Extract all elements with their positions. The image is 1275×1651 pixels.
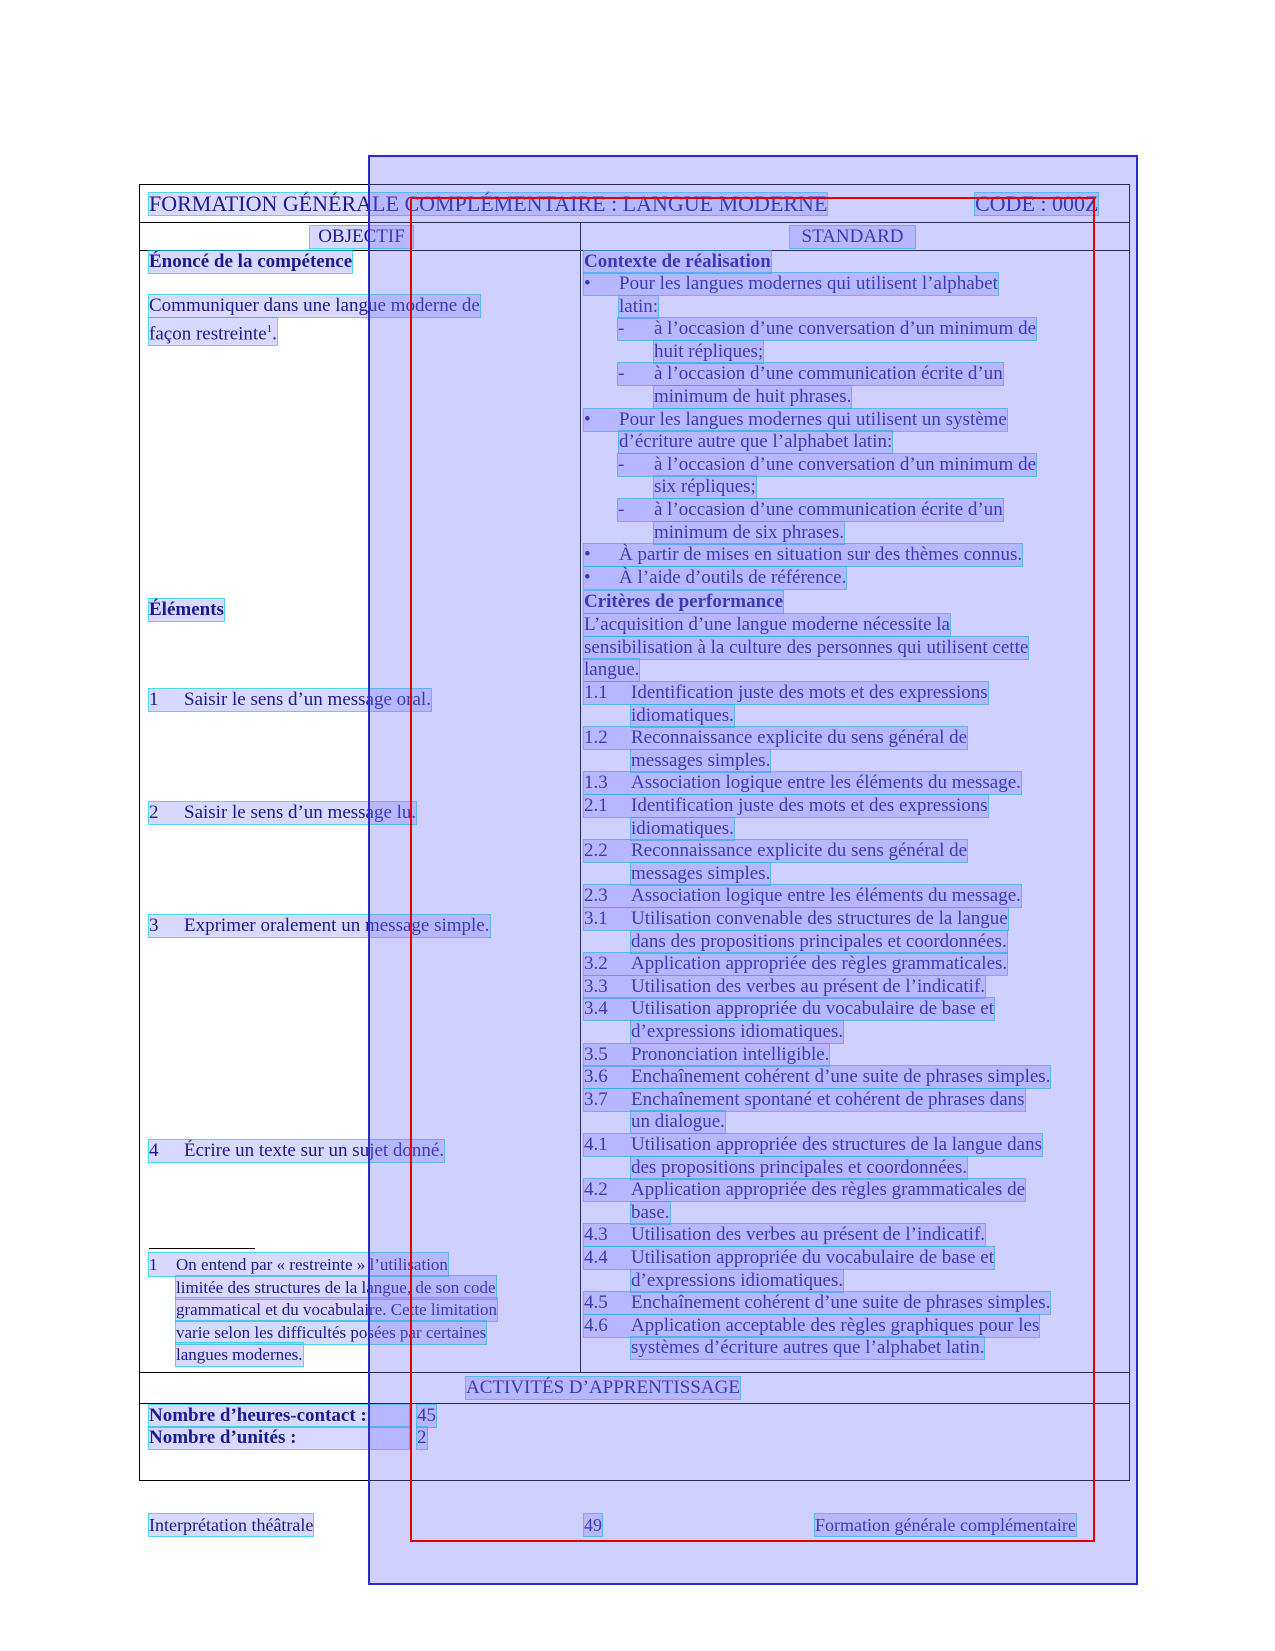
criterion-text: Reconnaissance explicite du sens général de <box>631 727 968 749</box>
units-label: Nombre d’unités : <box>149 1427 409 1449</box>
element-item <box>149 915 490 937</box>
criterion-number: 1.1 <box>584 682 608 703</box>
context-text: à l’occasion d’une communication écrite d’un <box>654 363 1003 385</box>
footnote-text: varie selon les difficultés posées par certaines <box>176 1322 487 1342</box>
page-title: FORMATION GÉNÉRALE COMPLÉMENTAIRE : LANGUE MODERNE <box>149 191 828 216</box>
element-text: Exprimer oralement un message simple. <box>184 915 490 936</box>
competence-heading: Énoncé de la compétence <box>149 251 353 272</box>
element-number: 2 <box>149 802 159 823</box>
competence-line-1: Communiquer dans une langue moderne de <box>149 295 480 316</box>
context-bullet-line <box>584 273 998 295</box>
criterion-line <box>631 1021 843 1043</box>
criterion-line <box>584 1292 1050 1314</box>
criterion-number: 1.2 <box>584 727 608 749</box>
context-text: minimum de huit phrases. <box>654 386 852 407</box>
element-text: Saisir le sens d’un message oral. <box>184 689 431 710</box>
footnote-text: On entend par « restreinte » l’utilisation <box>176 1255 448 1274</box>
column-separator <box>580 222 581 1372</box>
criterion-number: 2.1 <box>584 795 608 816</box>
criterion-line <box>584 682 988 704</box>
context-dash-line <box>654 476 756 498</box>
criterion-line <box>631 863 770 885</box>
criterion-text: dans des propositions principales et coordonnées. <box>631 930 1007 952</box>
criterion-line <box>631 1202 670 1224</box>
footer-left: Interprétation théâtrale <box>149 1515 314 1535</box>
hours-value: 45 <box>417 1405 436 1426</box>
dash-icon: - <box>618 318 625 340</box>
criterion-line <box>631 931 1007 953</box>
criterion-line <box>631 1111 725 1133</box>
criterion-number: 3.4 <box>584 998 608 1020</box>
course-code: CODE : 000Z <box>975 191 1099 216</box>
criterion-text: Identification juste des mots et des expressions <box>631 682 988 703</box>
element-text: Écrire un texte sur un sujet donné. <box>184 1140 445 1161</box>
footnote-line <box>176 1343 303 1366</box>
context-text: huit répliques; <box>654 340 764 362</box>
criterion-number: 4.4 <box>584 1247 608 1268</box>
criterion-text: Utilisation convenable des structures de la langue <box>631 908 1008 929</box>
criterion-text: Application acceptable des règles graphiques pour les <box>631 1314 1040 1336</box>
bullet-icon: • <box>584 566 591 588</box>
criterion-number: 4.3 <box>584 1224 608 1246</box>
criterion-number: 3.6 <box>584 1066 608 1088</box>
criterion-text: Application appropriée des règles grammaticales. <box>631 953 1008 975</box>
footnote-text: grammatical et du vocabulaire. Cette limitation <box>176 1300 497 1320</box>
criterion-number: 4.5 <box>584 1292 608 1314</box>
criterion-text: Utilisation des verbes au présent de l’indicatif. <box>631 975 986 997</box>
context-dash-line <box>618 363 1003 385</box>
element-item <box>149 689 431 711</box>
criterion-line <box>584 1224 985 1246</box>
criterion-number: 3.3 <box>584 975 608 997</box>
element-number: 1 <box>149 689 159 710</box>
criterion-number: 3.5 <box>584 1043 608 1065</box>
footnote-line <box>176 1276 496 1299</box>
criterion-line <box>584 953 1007 975</box>
criterion-text: Utilisation appropriée du vocabulaire de base et <box>631 998 994 1020</box>
bullet-icon: • <box>584 273 591 294</box>
criterion-text: systèmes d’écriture autres que l’alphabet latin. <box>631 1337 985 1359</box>
context-dash-line <box>654 341 763 363</box>
criterion-line <box>631 1270 843 1292</box>
criterion-text: Enchaînement cohérent d’une suite de phrases simples. <box>631 1066 1051 1088</box>
footnote-line <box>176 1321 486 1344</box>
context-dash-line <box>618 454 1036 476</box>
context-bullet-line <box>619 431 892 453</box>
context-heading: Contexte de réalisation <box>584 251 771 272</box>
context-bullet-line <box>584 567 846 589</box>
element-number: 4 <box>149 1140 159 1161</box>
context-dash-line <box>654 386 851 408</box>
footnote-number: 1 <box>149 1255 158 1274</box>
context-text: Pour les langues modernes qui utilisent l’alphabet <box>619 273 998 294</box>
criterion-number: 4.1 <box>584 1134 608 1155</box>
dash-icon: - <box>618 499 625 520</box>
criterion-text: Association logique entre les éléments du message. <box>631 772 1021 794</box>
context-text: latin: <box>619 295 659 317</box>
criterion-line <box>584 772 1021 794</box>
context-dash-line <box>618 318 1036 340</box>
criterion-text: Enchaînement cohérent d’une suite de phrases simples. <box>631 1292 1051 1314</box>
column-title-objectif: OBJECTIF <box>310 226 413 248</box>
criterion-number: 1.3 <box>584 772 608 794</box>
footer-right: Formation générale complémentaire <box>815 1515 1076 1535</box>
context-bullet-line <box>584 409 1007 431</box>
context-text: Pour les langues modernes qui utilisent un système <box>619 408 1007 430</box>
criterion-line <box>584 1134 1042 1156</box>
criterion-line <box>631 705 734 727</box>
criterion-number: 2.2 <box>584 840 608 862</box>
activities-heading: ACTIVITÉS D’APPRENTISSAGE <box>466 1377 740 1398</box>
criterion-line <box>584 998 994 1020</box>
criteria-intro-line: langue. <box>584 659 640 681</box>
activities-top-divider <box>139 1372 1130 1373</box>
criterion-text: Association logique entre les éléments du message. <box>631 885 1021 907</box>
header-divider <box>139 222 1130 223</box>
column-title-standard: STANDARD <box>790 226 915 248</box>
footnote-line <box>176 1298 497 1321</box>
context-dash-line <box>618 499 1003 521</box>
elements-heading: Éléments <box>149 599 224 620</box>
competence-line-2: façon restreinte$^1$. <box>149 318 277 345</box>
criterion-number: 3.1 <box>584 908 608 929</box>
footnote-ref: 1 <box>266 323 273 335</box>
criterion-text: Enchaînement spontané et cohérent de phrases dans <box>631 1088 1025 1110</box>
context-dash-line <box>654 522 844 544</box>
criterion-line <box>584 1247 994 1269</box>
criterion-line <box>584 1066 1050 1088</box>
criterion-number: 3.2 <box>584 953 608 975</box>
footnote-rule <box>149 1248 255 1249</box>
context-text: À l’aide d’outils de référence. <box>619 566 847 588</box>
criterion-text: d’expressions idiomatiques. <box>631 1269 844 1291</box>
criterion-text: des propositions principales et coordonnées. <box>631 1156 968 1178</box>
context-text: à l’occasion d’une conversation d’un minimum de <box>654 453 1037 475</box>
bullet-icon: • <box>584 544 591 566</box>
criterion-line <box>631 818 734 840</box>
criterion-line <box>584 976 985 998</box>
dash-icon: - <box>618 453 625 475</box>
criterion-line <box>584 795 988 817</box>
criteria-intro-line: sensibilisation à la culture des personnes qui utilisent cette <box>584 636 1029 658</box>
bullet-icon: • <box>584 408 591 430</box>
footnote-line <box>149 1253 448 1276</box>
criterion-line <box>584 885 1021 907</box>
criterion-number: 4.6 <box>584 1314 608 1336</box>
criterion-text: d’expressions idiomatiques. <box>631 1021 844 1042</box>
criterion-line <box>631 750 770 772</box>
criteria-heading: Critères de performance <box>584 591 784 612</box>
page-number: 49 <box>584 1515 602 1535</box>
criterion-line <box>584 908 1008 930</box>
element-item <box>149 802 416 824</box>
criterion-text: messages simples. <box>631 862 771 884</box>
element-item <box>149 1140 444 1162</box>
criterion-number: 2.3 <box>584 885 608 907</box>
criterion-line <box>584 1315 1039 1337</box>
criterion-text: Prononciation intelligible. <box>631 1043 830 1065</box>
element-text: Saisir le sens d’un message lu. <box>184 802 417 823</box>
criterion-text: Application appropriée des règles grammaticales de <box>631 1179 1026 1201</box>
criterion-text: Utilisation appropriée du vocabulaire de base et <box>631 1247 994 1268</box>
context-text: d’écriture autre que l’alphabet latin: <box>619 431 893 453</box>
context-text: à l’occasion d’une conversation d’un minimum de <box>654 318 1037 340</box>
criterion-line <box>631 1337 984 1359</box>
context-text: minimum de six phrases. <box>654 521 844 543</box>
activities-bottom-divider <box>139 1403 1130 1404</box>
criterion-line <box>584 840 967 862</box>
criterion-text: Identification juste des mots et des expressions <box>631 795 988 816</box>
criterion-line <box>584 1089 1025 1111</box>
criterion-line <box>584 1044 829 1066</box>
footnote-text: limitée des structures de la langue, de son code <box>176 1277 496 1297</box>
criterion-text: Utilisation appropriée des structures de la langue dans <box>631 1134 1043 1155</box>
criterion-number: 4.2 <box>584 1179 608 1201</box>
context-bullet-line <box>584 544 1022 566</box>
element-number: 3 <box>149 915 159 936</box>
criterion-text: Reconnaissance explicite du sens général de <box>631 840 968 862</box>
criterion-text: un dialogue. <box>631 1111 725 1133</box>
criterion-line <box>584 1179 1025 1201</box>
criterion-text: messages simples. <box>631 749 771 771</box>
criteria-intro-line: L’acquisition d’une langue moderne nécessite la <box>584 614 950 635</box>
criterion-text: idiomatiques. <box>631 817 734 839</box>
context-text: à l’occasion d’une communication écrite d’un <box>654 499 1003 520</box>
criterion-text: Utilisation des verbes au présent de l’indicatif. <box>631 1224 986 1246</box>
context-text: À partir de mises en situation sur des thèmes connus. <box>619 544 1023 566</box>
criterion-number: 3.7 <box>584 1088 608 1110</box>
hours-label: Nombre d’heures-contact : <box>149 1405 409 1427</box>
context-bullet-line <box>619 296 658 318</box>
context-text: six répliques; <box>654 476 756 498</box>
criterion-line <box>631 1157 967 1179</box>
units-value: 2 <box>417 1427 427 1448</box>
criterion-line <box>584 727 967 749</box>
dash-icon: - <box>618 363 625 385</box>
footnote-text: langues modernes. <box>176 1345 303 1365</box>
criterion-text: base. <box>631 1201 670 1223</box>
criterion-text: idiomatiques. <box>631 704 734 726</box>
